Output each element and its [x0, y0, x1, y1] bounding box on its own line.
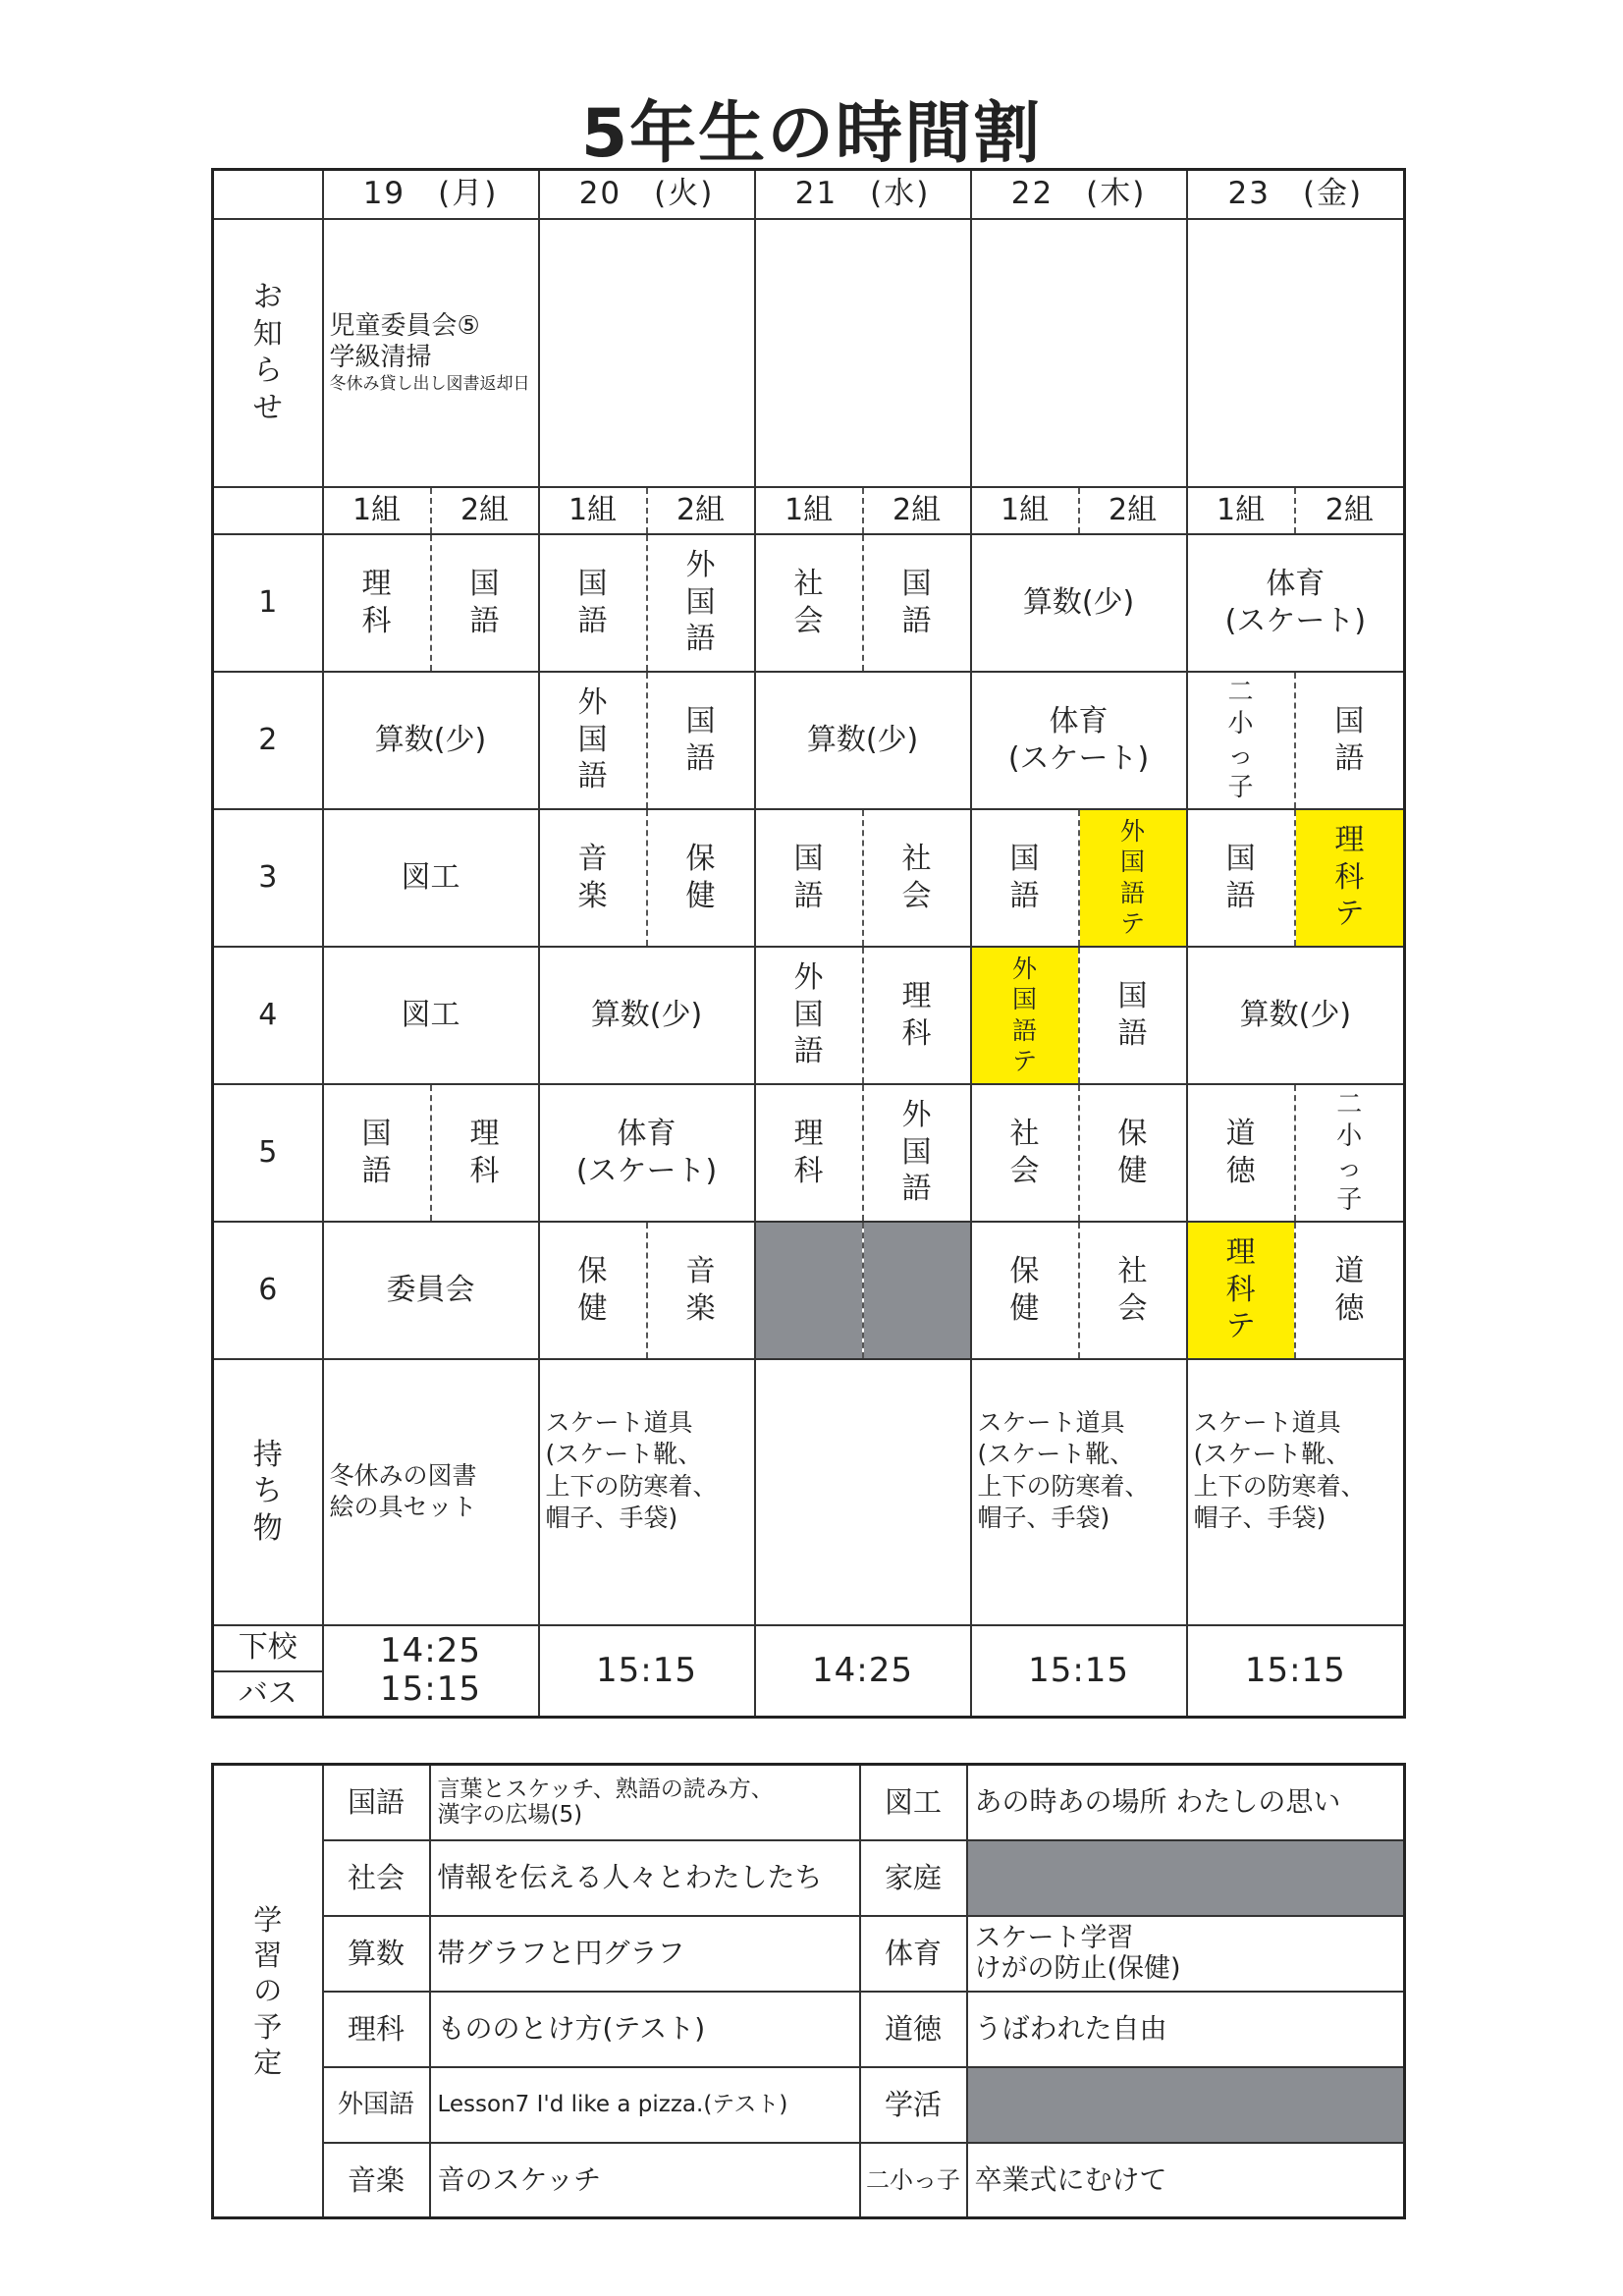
subject-cell-test: 外国語テ [1079, 809, 1187, 947]
subject-cell: 国語 [971, 809, 1079, 947]
notice-tue [539, 219, 755, 487]
corner-cell [213, 170, 323, 219]
subject-cell: 社会 [755, 534, 863, 672]
timetable [211, 168, 1406, 1719]
subject-cell: 図工 [323, 809, 539, 947]
period-row-1 [213, 534, 1405, 672]
class-label: 1組 [1187, 487, 1295, 534]
plan-content: 卒業式にむけて [967, 2143, 1405, 2218]
plan-content: もののとけ方(テスト) [430, 1992, 860, 2067]
subject-cell: 体育 (スケート) [971, 672, 1187, 809]
dismissal-tue: 15:15 [539, 1625, 755, 1718]
day-header-tue: 20 (火) [539, 170, 755, 219]
subject-cell: 保健 [647, 809, 755, 947]
class-label: 1組 [323, 487, 431, 534]
period-number: 2 [213, 672, 323, 809]
no-class-cell [755, 1222, 863, 1359]
period-number: 5 [213, 1084, 323, 1222]
plan-content: あの時あの場所 わたしの思い [967, 1765, 1405, 1840]
belongings-tue: スケート道具 (スケート靴、 上下の防寒着、 帽子、手袋) [539, 1359, 755, 1625]
period-row-6 [213, 1222, 1405, 1359]
plan-content-empty [967, 1840, 1405, 1916]
plan-row [213, 1992, 1405, 2067]
notices-row [213, 219, 1405, 487]
class-label: 2組 [1295, 487, 1405, 534]
subject-cell: 道徳 [1295, 1222, 1405, 1359]
subject-cell: 二小っ子 [1295, 1084, 1405, 1222]
plan-content: Lesson7 I'd like a pizza.(テスト) [430, 2067, 860, 2143]
period-number: 4 [213, 947, 323, 1084]
study-plan-table [211, 1763, 1406, 2219]
subject-cell: 算数(少) [755, 672, 971, 809]
plan-content: スケート学習 けがの防止(保健) [967, 1916, 1405, 1992]
class-label: 2組 [431, 487, 539, 534]
notice-mon-line3: 冬休み貸し出し図書返却日 [329, 373, 530, 394]
class-label: 2組 [863, 487, 971, 534]
plan-content: 言葉とスケッチ、熟語の読み方、 漢字の広場(5) [430, 1765, 860, 1840]
class-label: 1組 [755, 487, 863, 534]
subject-cell: 国語 [863, 534, 971, 672]
class-label: 2組 [1079, 487, 1187, 534]
period-row-3 [213, 809, 1405, 947]
subject-cell: 算数(少) [971, 534, 1187, 672]
subject-cell: 国語 [755, 809, 863, 947]
belongings-row [213, 1359, 1405, 1625]
subject-cell: 外国語 [647, 534, 755, 672]
plan-subject: 社会 [323, 1840, 430, 1916]
subject-cell: 委員会 [323, 1222, 539, 1359]
subject-cell: 社会 [971, 1084, 1079, 1222]
class-label: 1組 [971, 487, 1079, 534]
plan-row [213, 1916, 1405, 1992]
plan-subject: 学活 [860, 2067, 967, 2143]
period-row-5 [213, 1084, 1405, 1222]
belongings-item: 冬休みの図書 [329, 1460, 477, 1490]
subject-cell: 音楽 [647, 1222, 755, 1359]
plan-subject: 国語 [323, 1765, 430, 1840]
belongings-label: 持ち物 [213, 1359, 323, 1625]
belongings-mon [323, 1359, 539, 1625]
subject-cell: 体育 (スケート) [1187, 534, 1405, 672]
belongings-item: 絵の具セット [329, 1493, 477, 1521]
subject-cell: 国語 [323, 1084, 431, 1222]
subject-cell-test: 理科テ [1187, 1222, 1295, 1359]
plan-row [213, 2067, 1405, 2143]
subject-cell: 体育 (スケート) [539, 1084, 755, 1222]
plan-subject: 二小っ子 [860, 2143, 967, 2218]
period-row-4 [213, 947, 1405, 1084]
subject-cell: 社会 [1079, 1222, 1187, 1359]
day-header-fri: 23 (金) [1187, 170, 1405, 219]
subject-cell: 理科 [431, 1084, 539, 1222]
day-header-wed: 21 (水) [755, 170, 971, 219]
subject-cell: 図工 [323, 947, 539, 1084]
notice-thu [971, 219, 1187, 487]
notice-mon-line2: 学級清掃 [329, 343, 432, 373]
subject-cell: 社会 [863, 809, 971, 947]
subject-cell: 算数(少) [323, 672, 539, 809]
period-number: 6 [213, 1222, 323, 1359]
day-header-mon: 19 (月) [323, 170, 539, 219]
plan-content: 情報を伝える人々とわたしたち [430, 1840, 860, 1916]
dismissal-label: 下校 [213, 1625, 323, 1671]
subject-cell: 外国語 [755, 947, 863, 1084]
subject-cell: 国語 [1295, 672, 1405, 809]
plan-subject: 家庭 [860, 1840, 967, 1916]
notice-mon-line1: 児童委員会⑤ [329, 310, 480, 341]
subject-cell: 音楽 [539, 809, 647, 947]
plan-content: 帯グラフと円グラフ [430, 1916, 860, 1992]
subject-cell: 国語 [1079, 947, 1187, 1084]
class-header-row [213, 487, 1405, 534]
plan-content: 音のスケッチ [430, 2143, 860, 2218]
day-header-thu: 22 (木) [971, 170, 1187, 219]
period-number: 3 [213, 809, 323, 947]
subject-cell: 算数(少) [1187, 947, 1405, 1084]
subject-cell: 理科 [323, 534, 431, 672]
plan-subject: 外国語 [323, 2067, 430, 2143]
plan-row [213, 1765, 1405, 1840]
plan-subject: 図工 [860, 1765, 967, 1840]
plan-content-empty [967, 2067, 1405, 2143]
notices-label: お知らせ [213, 219, 323, 487]
bus-label: バス [213, 1671, 323, 1718]
plan-label: 学習の予定 [213, 1765, 323, 2218]
dismissal-fri: 15:15 [1187, 1625, 1405, 1718]
day-header-row [213, 170, 1405, 219]
subject-cell: 外国語 [863, 1084, 971, 1222]
subject-cell: 外国語 [539, 672, 647, 809]
page-title: 5年生の時間割 [580, 95, 1043, 173]
belongings-fri: スケート道具 (スケート靴、 上下の防寒着、 帽子、手袋) [1187, 1359, 1405, 1625]
subject-cell: 理科 [755, 1084, 863, 1222]
subject-cell: 算数(少) [539, 947, 755, 1084]
dismissal-row [213, 1625, 1405, 1671]
plan-row [213, 1840, 1405, 1916]
subject-cell: 国語 [1187, 809, 1295, 947]
dismissal-wed: 14:25 [755, 1625, 971, 1718]
plan-subject: 道徳 [860, 1992, 967, 2067]
no-class-cell [863, 1222, 971, 1359]
subject-cell-test: 外国語テ [971, 947, 1079, 1084]
class-label: 1組 [539, 487, 647, 534]
subject-cell: 国語 [431, 534, 539, 672]
subject-cell: 保健 [539, 1222, 647, 1359]
subject-cell: 国語 [647, 672, 755, 809]
notice-wed [755, 219, 971, 487]
plan-subject: 理科 [323, 1992, 430, 2067]
belongings-thu: スケート道具 (スケート靴、 上下の防寒着、 帽子、手袋) [971, 1359, 1187, 1625]
plan-subject: 算数 [323, 1916, 430, 1992]
subject-cell: 保健 [971, 1222, 1079, 1359]
subject-cell: 道徳 [1187, 1084, 1295, 1222]
dismissal-mon: 14:25 15:15 [323, 1625, 539, 1718]
subject-cell: 保健 [1079, 1084, 1187, 1222]
subject-cell-test: 理科テ [1295, 809, 1405, 947]
notice-mon [323, 219, 539, 487]
class-label: 2組 [647, 487, 755, 534]
dismissal-thu: 15:15 [971, 1625, 1187, 1718]
notice-fri [1187, 219, 1405, 487]
subject-cell: 理科 [863, 947, 971, 1084]
period-number: 1 [213, 534, 323, 672]
class-header-corner [213, 487, 323, 534]
subject-cell: 二小っ子 [1187, 672, 1295, 809]
plan-subject: 体育 [860, 1916, 967, 1992]
subject-cell: 国語 [539, 534, 647, 672]
plan-row [213, 2143, 1405, 2218]
belongings-wed [755, 1359, 971, 1625]
plan-content: うばわれた自由 [967, 1992, 1405, 2067]
period-row-2 [213, 672, 1405, 809]
plan-subject: 音楽 [323, 2143, 430, 2218]
